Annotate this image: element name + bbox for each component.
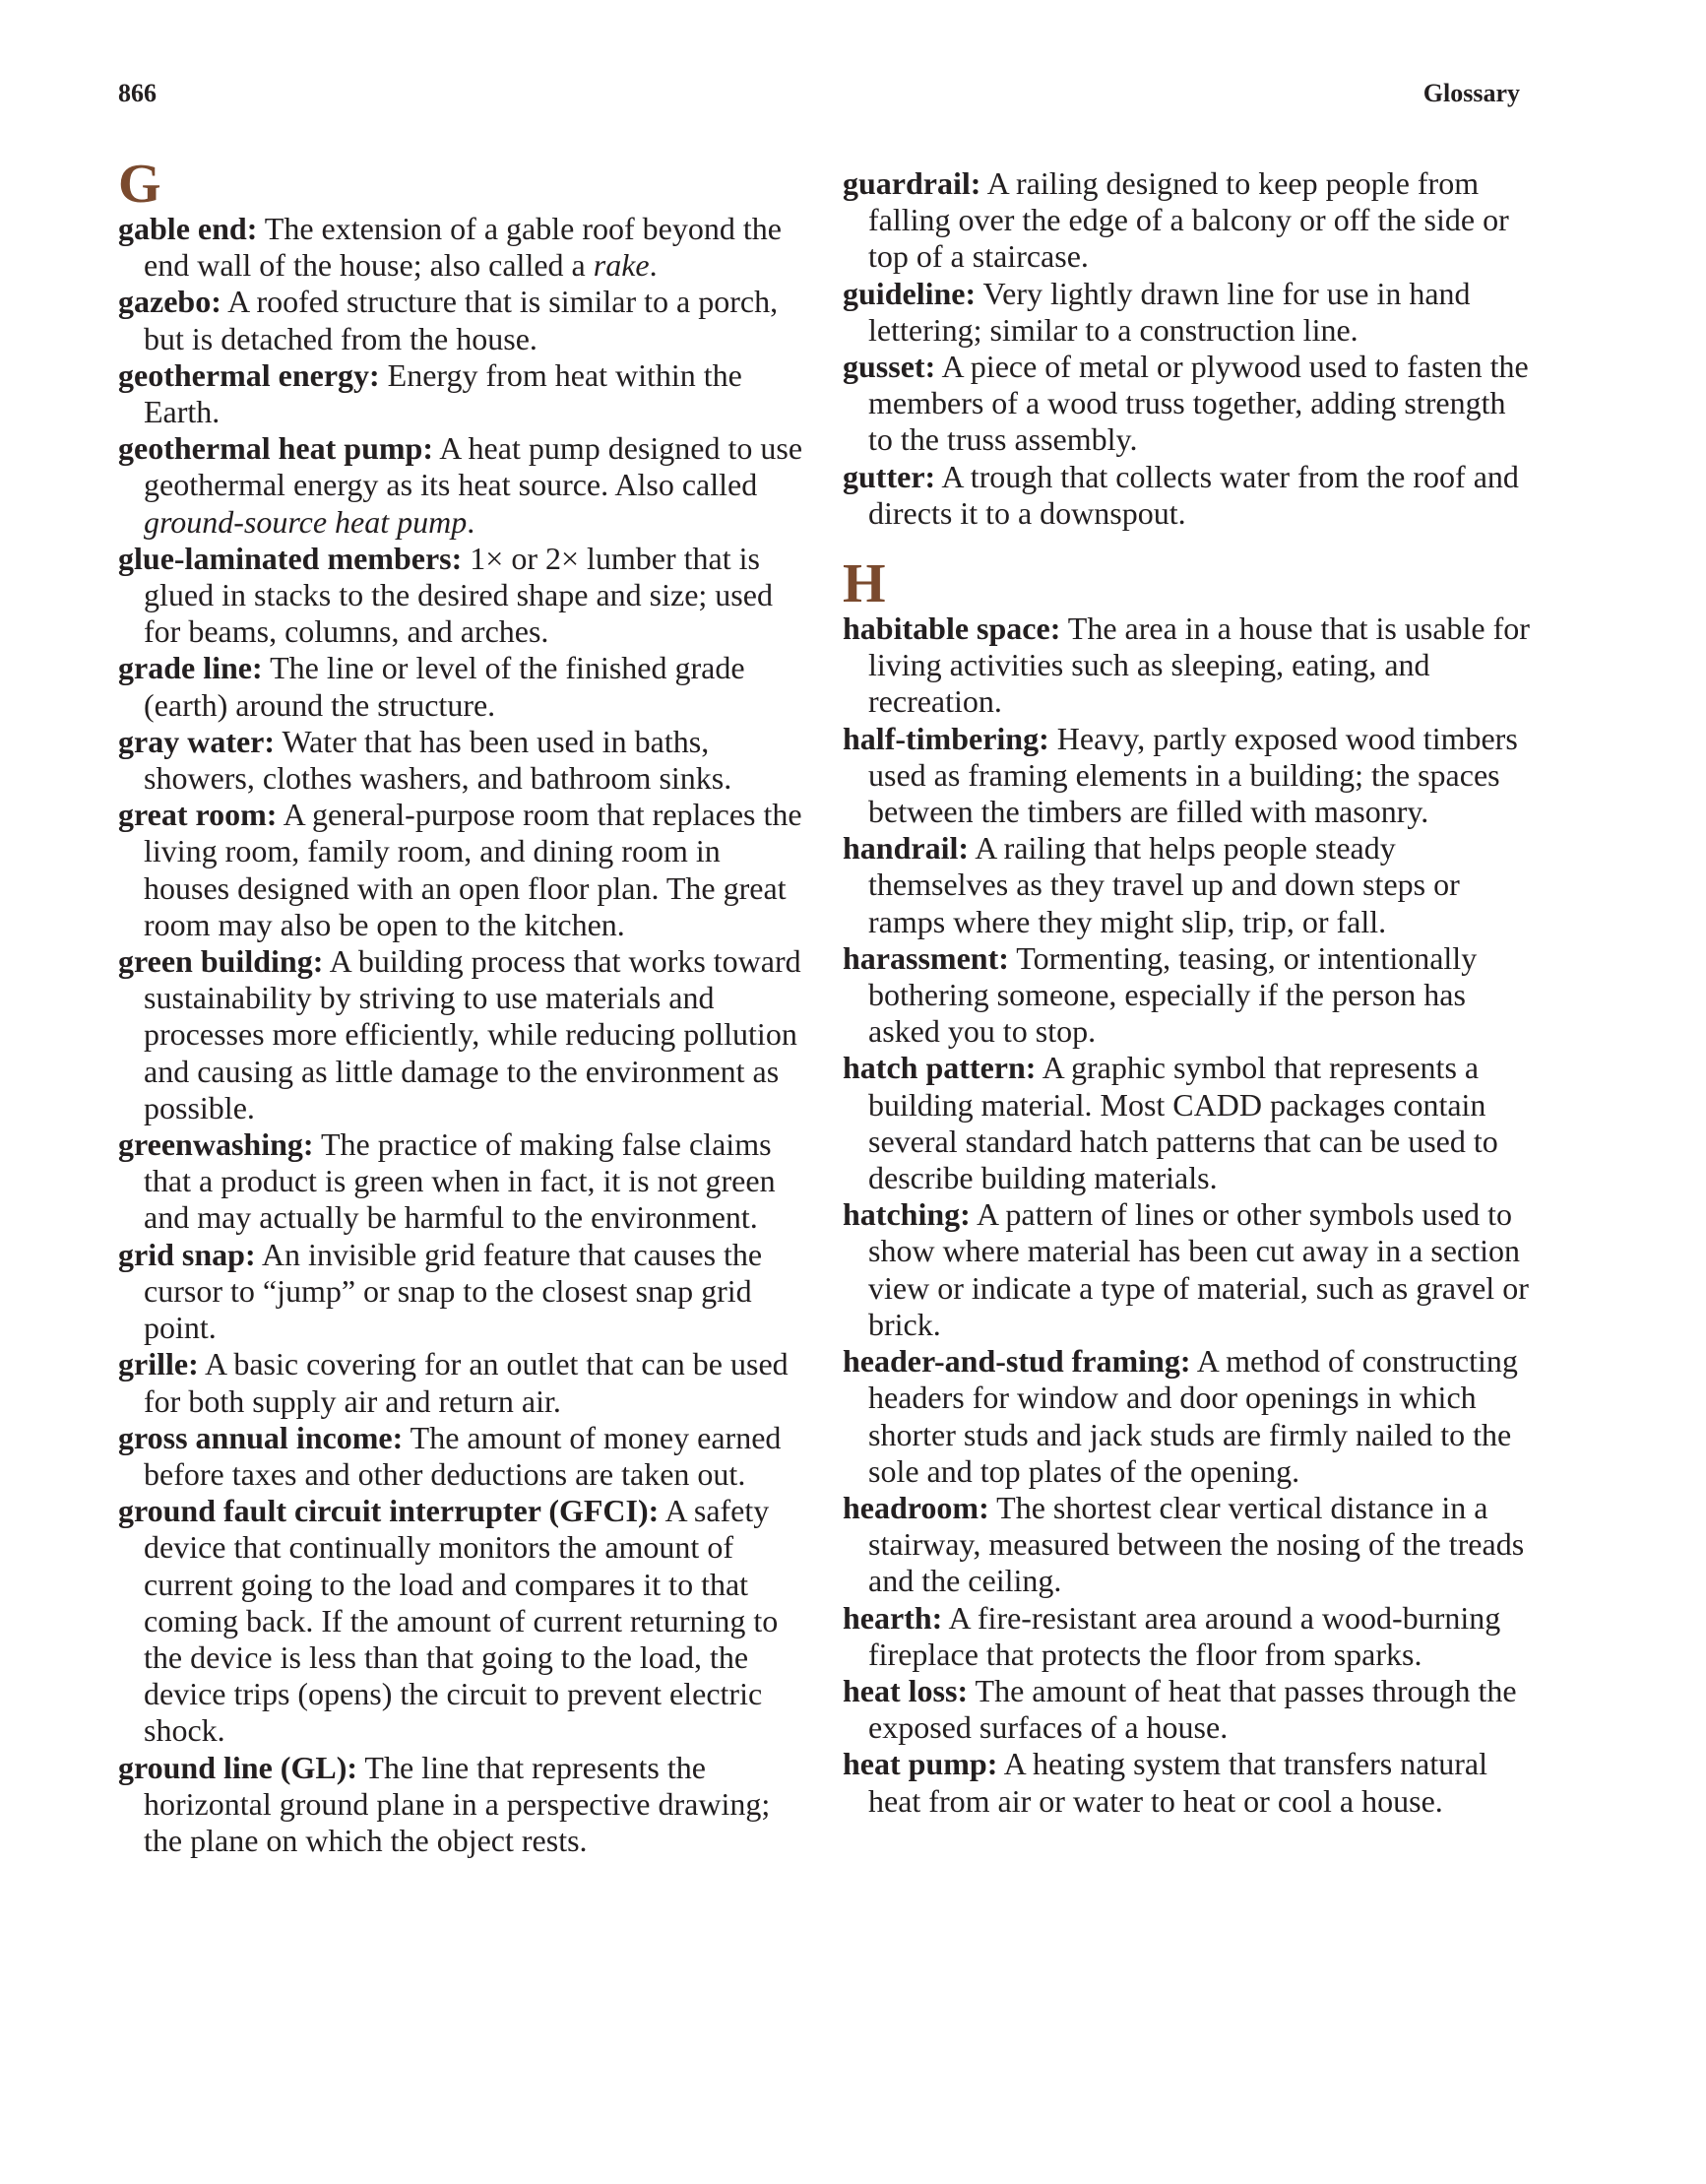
glossary-entry (843, 165, 1532, 276)
glossary-definition: The area in a house that is usable for living activities such as sleeping, eating, and recreation. (868, 610, 1530, 720)
glossary-term: gable end: (118, 211, 258, 246)
section-h-entries (843, 610, 1532, 1820)
glossary-definition: A heating system that transfers natural heat from air or water to heat or cool a house. (868, 1746, 1488, 1819)
glossary-term: geothermal heat pump: (118, 430, 433, 467)
glossary-term: greenwashing: (118, 1126, 314, 1163)
glossary-term: gross annual income: (118, 1419, 404, 1455)
glossary-term: habitable space: (843, 610, 1061, 647)
glossary-term: hatching: (843, 1196, 971, 1233)
glossary-term: handrail: (843, 830, 970, 867)
glossary-term: gazebo: (118, 284, 221, 320)
glossary-term: headroom: (843, 1489, 989, 1525)
glossary-term: header-and-stud framing: (843, 1343, 1191, 1380)
glossary-definition: A graphic symbol that represents a building material. Most CADD packages contain several standard hatch patterns that can be used to describe building materials. (868, 1050, 1498, 1196)
page-header (118, 79, 1520, 108)
glossary-definition: The practice of making false claims that a product is green when in fact, it is not green and may actually be harmful to the environment. (144, 1126, 776, 1236)
glossary-term: heat pump: (843, 1746, 998, 1782)
glossary-definition: The amount of heat that passes through the exposed surfaces of a house. (868, 1672, 1517, 1746)
glossary-definition: A heat pump designed to use geothermal energy as its heat source. Also called (144, 430, 803, 503)
section-letter-h: H (843, 553, 886, 615)
glossary-term: grade line: (118, 650, 263, 686)
glossary-term: gutter: (843, 458, 936, 494)
glossary-definition-italic: ground-source heat pump (144, 503, 468, 540)
glossary-definition: Water that has been used in baths, showers, clothes washers, and bathroom sinks. (144, 723, 732, 797)
glossary-term: gray water: (118, 723, 276, 759)
glossary-entry (843, 1673, 1532, 1746)
glossary-term: glue-laminated members: (118, 540, 463, 576)
glossary-term: hearth: (843, 1599, 943, 1636)
glossary-definition: . (649, 247, 658, 284)
glossary-entry (118, 541, 807, 651)
glossary-term: green building: (118, 943, 324, 980)
section-g-entries-continued (843, 165, 1532, 532)
glossary-entry (843, 830, 1532, 940)
glossary-entry (118, 724, 807, 797)
glossary-term: gusset: (843, 349, 936, 385)
glossary-term: geothermal energy: (118, 356, 380, 393)
glossary-term: grille: (118, 1346, 199, 1382)
glossary-definition: A trough that collects water from the roof and directs it to a downspout. (868, 458, 1519, 531)
glossary-term: hatch pattern: (843, 1050, 1037, 1086)
glossary-term: guardrail: (843, 165, 981, 201)
glossary-entry (118, 797, 807, 943)
right-column (843, 165, 1532, 1820)
glossary-definition: A roofed structure that is similar to a porch, but is detached from the house. (144, 284, 779, 356)
glossary-entry (843, 1746, 1532, 1819)
glossary-definition: Very lightly drawn line for use in hand lettering; similar to a construction line. (868, 275, 1471, 348)
page-number: 866 (118, 79, 157, 107)
glossary-term: harassment: (843, 939, 1009, 976)
glossary-definition: Energy from heat within the Earth. (144, 356, 742, 430)
glossary-entry (118, 650, 807, 723)
glossary-entry (843, 1196, 1532, 1343)
glossary-entry (118, 1346, 807, 1419)
glossary-definition: A railing designed to keep people from falling over the edge of a balcony or off the side or top of a staircase. (868, 165, 1509, 275)
glossary-entry (843, 349, 1532, 459)
glossary-entry (118, 1126, 807, 1237)
section-letter-g: G (118, 154, 161, 215)
left-column (118, 154, 807, 1859)
glossary-definition: . (467, 503, 475, 540)
glossary-entry (843, 1050, 1532, 1196)
glossary-term: half-timbering: (843, 720, 1049, 756)
glossary-entry (118, 357, 807, 430)
glossary-entry (843, 940, 1532, 1051)
glossary-definition: The shortest clear vertical distance in a stairway, measured between the nosing of the treads and the ceiling. (868, 1489, 1525, 1599)
glossary-definition: Tormenting, teasing, or intentionally bothering someone, especially if the person has asked you to stop. (868, 939, 1478, 1050)
glossary-term: ground line (GL): (118, 1749, 357, 1785)
glossary-definition: A general-purpose room that replaces the living room, family room, and dining room in houses designed with an open floor plan. The great room may also be open to the kitchen. (144, 797, 802, 942)
glossary-definition: A railing that helps people steady themselves as they travel up and down steps or ramps where they might slip, trip, or fall. (868, 830, 1460, 939)
glossary-definition-italic: rake (593, 247, 650, 284)
glossary-definition: The line or level of the finished grade (earth) around the structure. (144, 650, 745, 723)
glossary-definition: A building process that works toward sustainability by striving to use materials and processes more efficiently, while reducing pollution and causing as little damage to the environment as possible. (144, 943, 801, 1125)
glossary-entry (118, 430, 807, 541)
glossary-entry (843, 276, 1532, 349)
glossary-entry (843, 610, 1532, 721)
glossary-definition: An invisible grid feature that causes the cursor to “jump” or snap to the closest snap grid point. (144, 1236, 763, 1346)
glossary-definition: A safety device that continually monitors the amount of current going to the load and compares it to that coming back. If the amount of current returning to the device is less than that going to the load, the device trips (opens) the circuit to prevent electric shock. (144, 1493, 779, 1749)
glossary-term: grid snap: (118, 1236, 256, 1272)
glossary-entry (118, 1750, 807, 1860)
glossary-term: great room: (118, 797, 278, 833)
glossary-entry (118, 1420, 807, 1493)
glossary-entry (118, 211, 807, 284)
glossary-entry (843, 1600, 1532, 1673)
glossary-term: guideline: (843, 275, 977, 311)
glossary-entry (843, 1343, 1532, 1490)
glossary-definition: 1× or 2× lumber that is glued in stacks to the desired shape and size; used for beams, columns, and arches. (144, 540, 773, 650)
glossary-definition: The extension of a gable roof beyond the end wall of the house; also called a (144, 211, 782, 284)
glossary-definition: The line that represents the horizontal ground plane in a perspective drawing; the plane on which the object rests. (144, 1749, 771, 1858)
glossary-term: ground fault circuit interrupter (GFCI): (118, 1493, 660, 1529)
glossary-entry (118, 1493, 807, 1749)
glossary-definition: Heavy, partly exposed wood timbers used as framing elements in a building; the spaces between the timbers are filled with masonry. (868, 720, 1518, 830)
running-head: Glossary (1422, 79, 1520, 107)
glossary-entry (118, 1237, 807, 1347)
glossary-definition: A pattern of lines or other symbols used to show where material has been cut away in a section view or indicate a type of material, such as gravel or brick. (868, 1196, 1529, 1342)
section-g-entries (118, 211, 807, 1859)
glossary-definition: A basic covering for an outlet that can be used for both supply air and return air. (144, 1346, 789, 1419)
glossary-definition: A fire-resistant area around a wood-burning fireplace that protects the floor from sparks. (868, 1599, 1501, 1672)
glossary-entry (118, 943, 807, 1126)
glossary-definition: A method of constructing headers for window and door openings in which shorter studs and jack studs are firmly nailed to the sole and top plates of the opening. (868, 1343, 1518, 1489)
glossary-definition: A piece of metal or plywood used to fasten the members of a wood truss together, adding strength to the truss assembly. (868, 349, 1529, 458)
glossary-entry (118, 284, 807, 356)
glossary-definition: The amount of money earned before taxes and other deductions are taken out. (144, 1419, 782, 1492)
glossary-entry (843, 459, 1532, 532)
glossary-entry (843, 721, 1532, 831)
glossary-entry (843, 1490, 1532, 1600)
glossary-term: heat loss: (843, 1672, 969, 1708)
